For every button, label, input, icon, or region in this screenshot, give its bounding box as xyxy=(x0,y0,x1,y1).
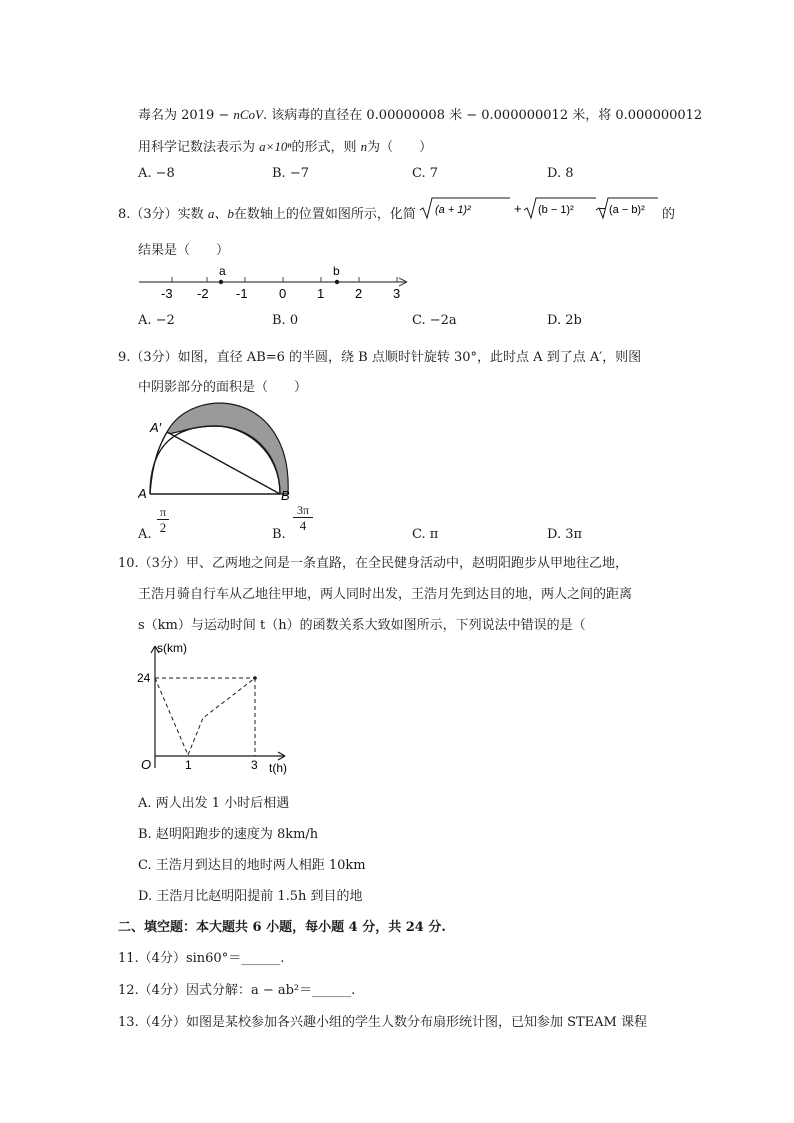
q8-radical-3 xyxy=(596,196,662,222)
graph-origin: O xyxy=(141,757,152,772)
q7-n: n xyxy=(360,139,368,154)
q9-option-d-letter: D. xyxy=(547,527,562,542)
q8-line2: 结果是（ ） xyxy=(138,243,230,258)
q9-option-b-den: 4 xyxy=(293,517,313,533)
q7-text-d: 的形式，则 xyxy=(291,140,361,155)
axis-label-2: 2 xyxy=(355,286,363,301)
label-b: B xyxy=(281,488,290,503)
q11: 11.（4分）sin60°＝______. xyxy=(118,951,285,966)
distance-curve xyxy=(155,678,255,755)
point-a xyxy=(219,280,223,284)
shaded-region xyxy=(167,403,288,494)
q9-option-c-letter: C. xyxy=(412,527,426,542)
q8-minus: − xyxy=(599,201,607,216)
q9-option-a-letter: A. xyxy=(138,527,152,542)
end-point xyxy=(253,676,257,680)
q7-option-b: B. −7 xyxy=(272,166,309,181)
q13: 13.（4分）如图是某校参加各兴趣小组的学生人数分布扇形统计图，已知参加 STEAM 课程 xyxy=(118,1015,647,1030)
q8-line1 xyxy=(118,203,416,222)
q8-suffix: 的 xyxy=(662,207,676,222)
q9-line1: 9.（3分）如图，直径 AB=6 的半圆，绕 B 点顺时针旋转 30°，此时点 A 到了点 A′，则图 xyxy=(118,350,642,365)
point-a-label: a xyxy=(219,264,226,278)
axis-label-1: 1 xyxy=(317,286,325,301)
q9-option-d-val: 3π xyxy=(565,527,583,542)
q8-option-c: C. −2a xyxy=(412,313,457,328)
q8-mid: 在数轴上的位置如图所示，化简 xyxy=(233,207,416,222)
q10-line3: s（km）与运动时间 t（h）的函数关系大致如图所示，下列说法中错误的是（ xyxy=(138,618,586,633)
q9-option-a xyxy=(138,527,152,542)
q8-expr1: (a + 1)² xyxy=(435,204,471,216)
q8-option-b: B. 0 xyxy=(272,313,299,328)
q9-option-b xyxy=(272,527,286,542)
label-a: A xyxy=(138,486,147,501)
q9-option-b-num: 3π xyxy=(296,503,310,517)
q9-line2: 中阴影部分的面积是（ ） xyxy=(138,380,308,395)
q9-option-a-den: 2 xyxy=(157,519,169,535)
graph-x1: 1 xyxy=(185,758,192,772)
axis-label-neg3: -3 xyxy=(161,286,173,301)
q9-option-a-num: π xyxy=(159,505,167,519)
q7-text-b: . 该病毒的直径在 0.00000008 米 − 0.000000012 米，将 0.000000012 xyxy=(263,108,703,123)
graph-x3: 3 xyxy=(251,758,258,772)
arc-a-to-a2 xyxy=(150,432,167,494)
point-b-label: b xyxy=(333,264,340,278)
q7-line1 xyxy=(138,104,702,123)
q7-option-c: C. 7 xyxy=(412,166,439,181)
q7-text: 毒名为 2019 − xyxy=(138,108,234,123)
graph-y24: 24 xyxy=(137,671,151,685)
axis-label-0: 0 xyxy=(279,286,287,301)
q7-line2 xyxy=(138,136,432,155)
q9-option-b-fraction xyxy=(293,503,313,533)
axis-label-neg1: -1 xyxy=(236,286,248,301)
q10-graph xyxy=(135,638,295,778)
q8-option-d: D. 2b xyxy=(547,313,582,328)
q8-number-line xyxy=(135,262,420,302)
q9-option-c xyxy=(412,527,438,542)
q8-option-a: A. −2 xyxy=(138,313,175,328)
graph-ylabel: s(km) xyxy=(157,641,187,655)
q9-option-d xyxy=(547,527,582,542)
point-b xyxy=(335,280,339,284)
graph-xlabel: t(h) xyxy=(269,761,287,775)
q8-vars: a、b xyxy=(207,206,234,221)
q7-option-d: D. 8 xyxy=(547,166,574,181)
q8-expr2: (b − 1)² xyxy=(538,204,574,216)
q9-option-b-letter: B. xyxy=(272,527,286,542)
q7-sci-form: a×10ⁿ xyxy=(259,139,292,154)
q9-figure xyxy=(138,392,303,504)
q10-line2: 王浩月骑自行车从乙地往甲地，两人同时出发，王浩月先到达目的地，两人之间的距离 xyxy=(138,587,633,602)
q10-option-c: C. 王浩月到达目的地时两人相距 10km xyxy=(138,858,366,873)
q10-option-d: D. 王浩月比赵明阳提前 1.5h 到目的地 xyxy=(138,889,363,904)
q8-expr3: (a − b)² xyxy=(609,204,645,216)
label-a-prime: A′ xyxy=(150,420,162,435)
q7-text-e: 为（ ） xyxy=(367,140,433,155)
q10-line1: 10.（3分）甲、乙两地之间是一条直路，在全民健身活动中，赵明阳跑步从甲地往乙地， xyxy=(118,556,628,571)
q8-plus: + xyxy=(514,201,522,216)
q7-ncov: nCoV xyxy=(233,107,263,122)
q7-text-c: 用科学记数法表示为 xyxy=(138,140,260,155)
axis-label-3: 3 xyxy=(393,286,401,301)
q9-option-a-fraction xyxy=(157,505,169,535)
axis-label-neg2: -2 xyxy=(197,286,209,301)
q7-option-a: A. −8 xyxy=(138,166,175,181)
q10-option-a: A. 两人出发 1 小时后相遇 xyxy=(138,796,290,811)
q10-option-b: B. 赵明阳跑步的速度为 8km/h xyxy=(138,827,319,842)
q12: 12.（4分）因式分解：a − ab²＝______. xyxy=(118,983,356,998)
q8-prefix: 8.（3分）实数 xyxy=(118,207,208,222)
q9-option-c-val: π xyxy=(429,527,439,542)
section-2-heading: 二、填空题：本大题共 6 小题，每小题 4 分，共 24 分. xyxy=(118,920,446,935)
